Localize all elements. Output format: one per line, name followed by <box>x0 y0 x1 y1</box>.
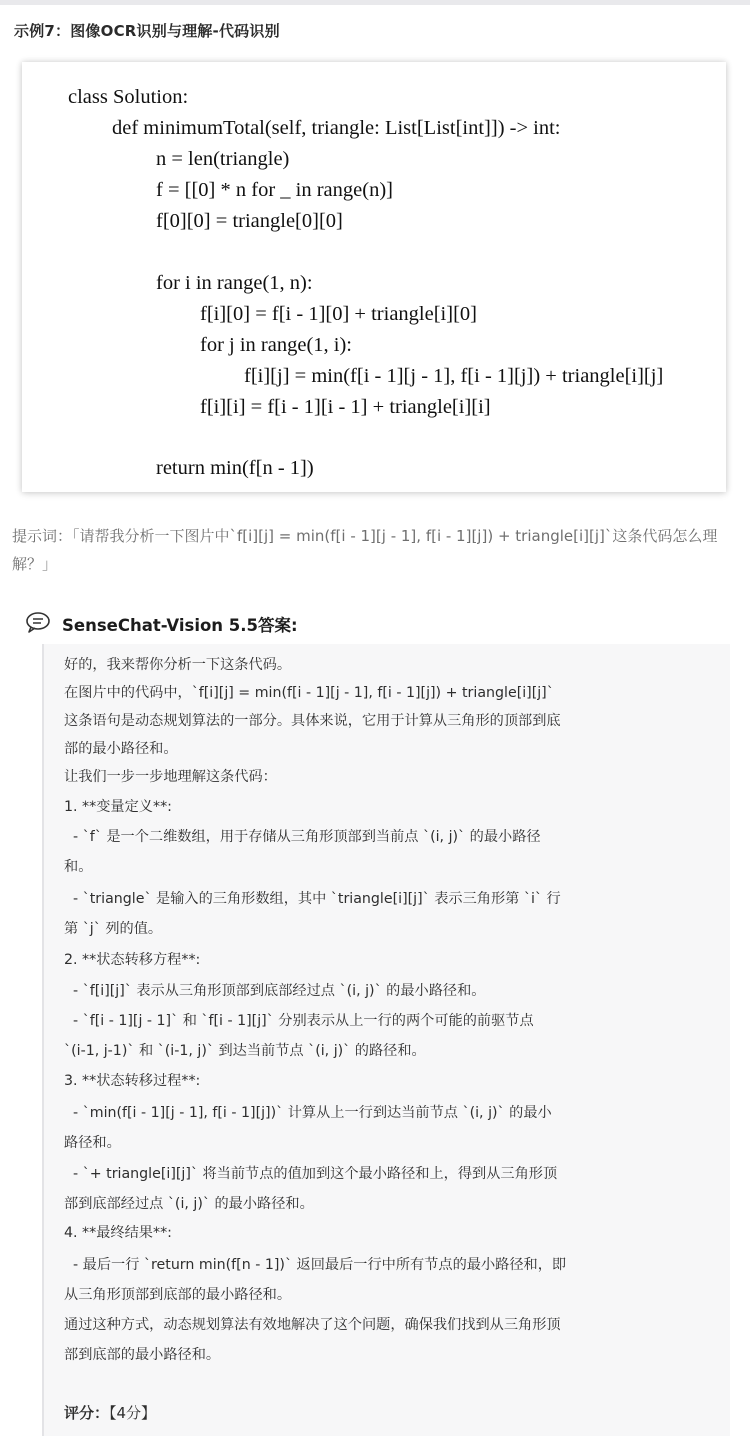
answer-line: 2. **状态转移方程**: <box>64 952 201 968</box>
answer-line: 路径和。 <box>64 1135 121 1151</box>
score-label: 评分： <box>64 1404 110 1422</box>
answer-line: - `f[i][j]` 表示从三角形顶部到底部经过点 `(i, j)` 的最小路径和。 <box>64 983 486 999</box>
prompt-text: 提示词：「请帮我分析一下图片中`f[i][j] = min(f[i - 1][j - 1], f[i - 1][j]) + triangle[i][j]`这条代码怎么理解？」 <box>12 527 718 573</box>
answer-box <box>42 644 730 1436</box>
answer-line: 4. **最终结果**: <box>64 1225 172 1241</box>
answer-line: - 最后一行 `return min(f[n - 1])` 返回最后一行中所有节点的最小路径和，即 <box>64 1257 567 1273</box>
code-line: class Solution: <box>68 86 189 108</box>
answer-section <box>20 598 740 1436</box>
answer-heading: SenseChat-Vision 5.5答案: <box>62 616 298 635</box>
answer-header <box>20 598 720 648</box>
answer-line: 部的最小路径和。 <box>64 741 178 757</box>
answer-line: 部到底部的最小路径和。 <box>64 1347 221 1363</box>
answer-line: 从三角形顶部到底部的最小路径和。 <box>64 1287 292 1303</box>
answer-line: - `f` 是一个二维数组，用于存储从三角形顶部到当前点 `(i, j)` 的最小路径 <box>64 829 541 845</box>
answer-line: `(i-1, j-1)` 和 `(i-1, j)` 到达当前节点 `(i, j)` 的路径和。 <box>64 1043 426 1059</box>
code-line: for i in range(1, n): <box>156 272 313 294</box>
answer-line: - `f[i - 1][j - 1]` 和 `f[i - 1][j]` 分别表示从上一行的两个可能的前驱节点 <box>64 1013 534 1029</box>
answer-line: 和。 <box>64 859 93 875</box>
code-line: return min(f[n - 1]) <box>156 457 314 479</box>
top-divider <box>0 0 750 5</box>
answer-line: 在图片中的代码中，`f[i][j] = min(f[i - 1][j - 1], f[i - 1][j]) + triangle[i][j]` <box>64 685 554 701</box>
answer-line: - `min(f[i - 1][j - 1], f[i - 1][j])` 计算从上一行到达当前节点 `(i, j)` 的最小 <box>64 1105 552 1121</box>
answer-line: 让我们一步一步地理解这条代码： <box>64 769 277 785</box>
code-line: f = [[0] * n for _ in range(n)] <box>156 179 393 201</box>
answer-line: - `triangle` 是输入的三角形数组，其中 `triangle[i][j]` 表示三角形第 `i` 行 <box>64 891 561 907</box>
chat-bubble-icon <box>25 611 51 633</box>
score-line <box>64 1402 156 1423</box>
answer-line: 1. **变量定义**: <box>64 799 172 815</box>
code-line: f[i][j] = min(f[i - 1][j - 1], f[i - 1][j]) + triangle[i][j] <box>244 365 664 387</box>
code-line: f[i][0] = f[i - 1][0] + triangle[i][0] <box>200 303 477 325</box>
code-line: f[i][i] = f[i - 1][i - 1] + triangle[i][i] <box>200 396 491 418</box>
code-image-card <box>22 62 726 492</box>
score-value: 【4分】 <box>109 1404 157 1422</box>
answer-line: 这条语句是动态规划算法的一部分。具体来说，它用于计算从三角形的顶部到底 <box>64 713 561 729</box>
answer-line: 第 `j` 列的值。 <box>64 921 163 937</box>
answer-line: 通过这种方式，动态规划算法有效地解决了这个问题，确保我们找到从三角形顶 <box>64 1317 561 1333</box>
code-line: n = len(triangle) <box>156 148 290 170</box>
answer-line: - `+ triangle[i][j]` 将当前节点的值加到这个最小路径和上，得到从三角形顶 <box>64 1166 558 1182</box>
example-title: 示例7：图像OCR识别与理解-代码识别 <box>14 22 280 40</box>
answer-line: 好的，我来帮你分析一下这条代码。 <box>64 657 292 673</box>
code-line: for j in range(1, i): <box>200 334 352 356</box>
answer-line: 部到底部经过点 `(i, j)` 的最小路径和。 <box>64 1196 314 1212</box>
answer-line: 3. **状态转移过程**: <box>64 1073 201 1089</box>
code-line: f[0][0] = triangle[0][0] <box>156 210 343 232</box>
code-line: def minimumTotal(self, triangle: List[List[int]]) -> int: <box>112 117 561 139</box>
